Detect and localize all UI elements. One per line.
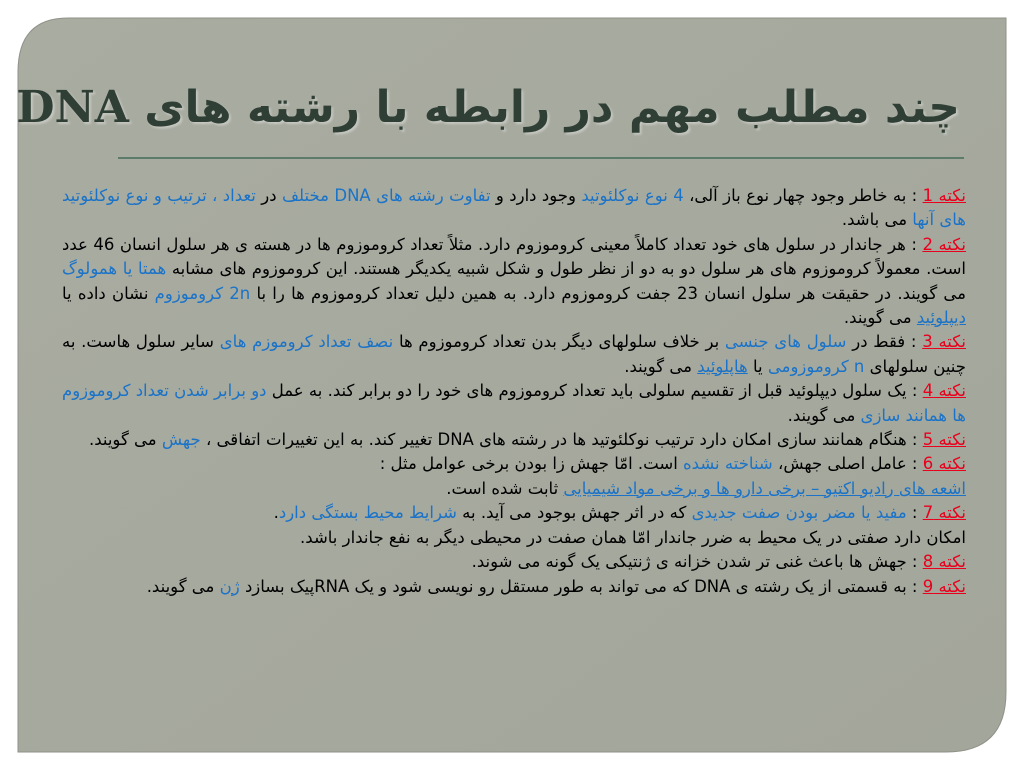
highlighted-term: n کروموزومی — [767, 356, 865, 376]
note-item — [62, 452, 966, 501]
note-continuation — [62, 477, 966, 501]
slide-title — [16, 82, 960, 133]
note-text: می گویند. — [88, 430, 162, 450]
highlighted-term: 2n کروموزوم — [154, 283, 251, 303]
note-text: می گویند. — [624, 356, 698, 376]
note-item — [62, 575, 966, 599]
highlighted-term: تعداد ، ترتیب و نوع نوکلئوتید های آنها — [62, 186, 966, 230]
highlighted-term: هاپلوئید — [697, 356, 748, 376]
title-latin: DNA — [16, 82, 129, 133]
title-text: چند مطلب مهم در رابطه با رشته های — [144, 82, 960, 133]
note-text: یا — [747, 356, 768, 376]
note-label: نکته 1 — [922, 186, 967, 205]
note-item — [62, 550, 966, 574]
note-text: نشان داده یا — [62, 283, 155, 303]
highlighted-term: جهش — [161, 430, 201, 450]
note-text: بر خلاف سلولهای دیگر بدن تعداد کروموزوم ها — [393, 332, 725, 352]
note-text: می گویند. — [146, 576, 220, 596]
note-label: نکته 6 — [922, 454, 966, 474]
note-text: سایر سلول هاست. به چنین سلولهای — [62, 332, 966, 376]
note-label: نکته 2 — [922, 234, 966, 254]
note-item — [62, 501, 966, 550]
note-text: : به خاطر وجود چهار نوع باز آلی، — [683, 186, 923, 205]
note-text: ثابت شده است. — [446, 478, 564, 498]
note-text: : جهش ها باعث غنی تر شدن خزانه ی ژنتیکی یک گونه می شوند. — [471, 552, 923, 572]
note-item — [62, 428, 966, 452]
note-label: نکته 5 — [922, 430, 966, 450]
highlighted-term: 4 نوع نوکلئوتید — [581, 186, 684, 205]
note-text: می باشد. — [841, 210, 913, 230]
note-item — [62, 233, 966, 331]
note-text: : عامل اصلی جهش، — [772, 454, 923, 474]
note-text: که در اثر جهش بوجود می آید. به — [456, 503, 692, 523]
highlighted-term: سلول های جنسی — [724, 332, 847, 352]
note-text: : هنگام همانند سازی امکان دارد ترتیب نوکلئوتید ها در رشته های DNA تغییر کند. به این تغییرات اتفاقی ، — [200, 430, 923, 450]
note-text: : فقط در — [846, 332, 923, 352]
highlighted-term: شرایط محیط بستگی دارد — [278, 503, 457, 523]
note-label: نکته 8 — [922, 552, 966, 572]
highlighted-term: نصف تعداد کروموزم های — [219, 332, 394, 352]
note-label: نکته 7 — [922, 503, 966, 523]
highlighted-term: مفید یا مضر بودن صفت جدیدی — [691, 503, 907, 523]
note-text: می گویند. در حقیقت هر سلول انسان 23 جفت کروموزوم دارد. به همین دلیل تعداد کروموزوم ها را با — [250, 283, 966, 303]
highlighted-term: همتا یا همولوگ — [62, 259, 167, 279]
note-extra-line: امکان دارد صفتی در یک محیط به ضرر جاندار امّا همان صفت در محیطی دیگر به نفع جاندار باشد. — [300, 527, 966, 547]
note-item — [62, 184, 966, 233]
highlighted-term: شناخته نشده — [683, 454, 773, 474]
highlighted-term: تفاوت رشته های DNA مختلف — [281, 186, 491, 205]
note-item — [62, 379, 966, 428]
note-text: می گویند. — [787, 405, 861, 425]
note-text: در — [255, 186, 282, 205]
note-label: نکته 4 — [922, 381, 966, 401]
highlighted-term: اشعه های رادیو اکتیو – برخی دارو ها و برخی مواد شیمیایی — [563, 478, 966, 498]
highlighted-term: دو برابر شدن تعداد کروموزوم ها همانند سازی — [62, 381, 966, 425]
note-text: . — [273, 503, 279, 523]
note-label: نکته 9 — [922, 576, 966, 596]
note-item — [62, 330, 966, 379]
note-text: می گویند. — [843, 308, 917, 328]
note-label: نکته 3 — [922, 332, 966, 352]
note-text: : هر جاندار در سلول های خود تعداد کاملاً معینی کروموزوم دارد. مثلاً تعداد کروموزوم ها در هسته ی هر سلول انسان 46 عدد است. معمولاً کروموزوم های هر سلول دو به دو از نظر طول و شکل شبیه یکدیگر هستند. این کروموزوم های مشابه — [62, 234, 966, 279]
note-text: وجود دارد و — [490, 186, 582, 205]
note-text: : به قسمتی از یک رشته ی DNA که می تواند به طور مستقل رو نویسی شود و یک RNAپیک بسازد — [239, 576, 923, 596]
note-text: : یک سلول دیپلوئید قبل از تقسیم سلولی باید تعداد کروموزوم های خود را دو برابر کند. به عمل — [266, 381, 923, 401]
title-divider — [118, 157, 964, 159]
note-text: است. امّا جهش زا بودن برخی عوامل مثل : — [379, 454, 684, 474]
highlighted-term: دیپلوئید — [916, 308, 966, 328]
highlighted-term: ژن — [219, 576, 240, 596]
note-text: : — [906, 503, 923, 523]
notes-body — [62, 184, 966, 599]
